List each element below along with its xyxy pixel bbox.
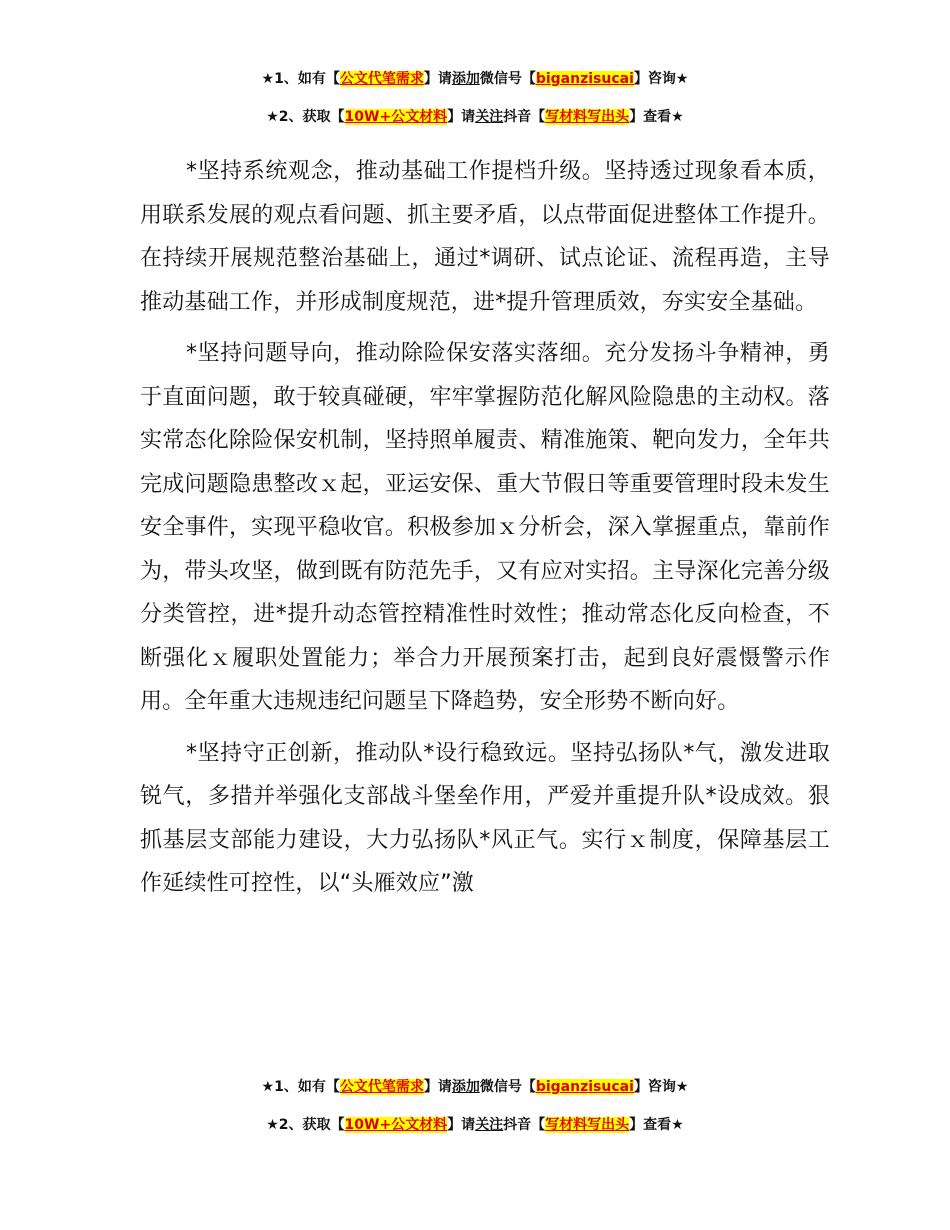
banner-highlight: 写材料写出头: [545, 1117, 630, 1133]
banner-text: 】请: [447, 109, 476, 125]
banner-text: 】咨询★: [633, 71, 689, 87]
banner-underline: 添加: [451, 1079, 480, 1095]
paragraph: *坚持系统观念，推动基础工作提档升级。坚持透过现象看本质，用联系发展的观点看问题、抓主要矛盾，以点带面促进整体工作提升。在持续开展规范整治基础上，通过*调研、试点论证、流程再造，主导推动基础工作，并形成制度规范，进*提升管理质效，夯实安全基础。: [140, 159, 830, 315]
banner-text: ★1、如有【: [261, 71, 340, 87]
document-body: [140, 150, 830, 914]
banner-highlight: 10W+公文材料: [344, 1117, 448, 1133]
banner-text: 】咨询★: [633, 1079, 689, 1095]
banner-text: 】查看★: [629, 1117, 684, 1133]
banner-text: ★1、如有【: [261, 1079, 340, 1095]
banner-text: 微信号【: [479, 71, 536, 87]
banner-text: 】请: [423, 1079, 452, 1095]
bottom-banner-line-1: [0, 1077, 950, 1097]
bottom-banner-line-2: [0, 1115, 950, 1135]
banner-text: 抖音【: [503, 109, 546, 125]
banner-highlight: biganzisucai: [535, 71, 634, 87]
banner-highlight: biganzisucai: [535, 1079, 634, 1095]
paragraph: *坚持问题导向，推动除险保安落实落细。充分发扬斗争精神，勇于直面问题，敢于较真碰硬，牢牢掌握防范化解风险隐患的主动权。落实常态化除险保安机制，坚持照单履责、精准施策、靶向发力，全年共完成问题隐患整改ｘ起，亚运安保、重大节假日等重要管理时段未发生安全事件，实现平稳收官。积极参加ｘ分析会，深入掌握重点，靠前作为，带头攻坚，做到既有防范先手，又有应对实招。主导深化完善分级分类管控，进*提升动态管控精准性时效性；推动常态化反向检查，不断强化ｘ履职处置能力；举合力开展预案打击，起到良好震慑警示作用。全年重大违规违纪问题呈下降趋势，安全形势不断向好。: [140, 341, 830, 714]
banner-highlight: 公文代笔需求: [339, 71, 424, 87]
top-banner-line-2: [0, 107, 950, 127]
banner-highlight: 公文代笔需求: [339, 1079, 424, 1095]
banner-underline: 关注: [475, 1117, 504, 1133]
banner-underline: 关注: [475, 109, 504, 125]
banner-text: 抖音【: [503, 1117, 546, 1133]
banner-text: 】查看★: [629, 109, 684, 125]
paragraph: *坚持守正创新，推动队*设行稳致远。坚持弘扬队*气，激发进取锐气，多措并举强化支部战斗堡垒作用，严爱并重提升队*设成效。狠抓基层支部能力建设，大力弘扬队*风正气。实行ｘ制度，保障基层工作延续性可控性，以“头雁效应”激: [140, 740, 830, 896]
banner-highlight: 10W+公文材料: [344, 109, 448, 125]
banner-highlight: 写材料写出头: [545, 109, 630, 125]
banner-text: 】请: [423, 71, 452, 87]
banner-text: ★2、获取【: [266, 109, 345, 125]
top-banner-line-1: [0, 69, 950, 89]
banner-text: 微信号【: [479, 1079, 536, 1095]
banner-underline: 添加: [451, 71, 480, 87]
banner-text: 】请: [447, 1117, 476, 1133]
banner-text: ★2、获取【: [266, 1117, 345, 1133]
